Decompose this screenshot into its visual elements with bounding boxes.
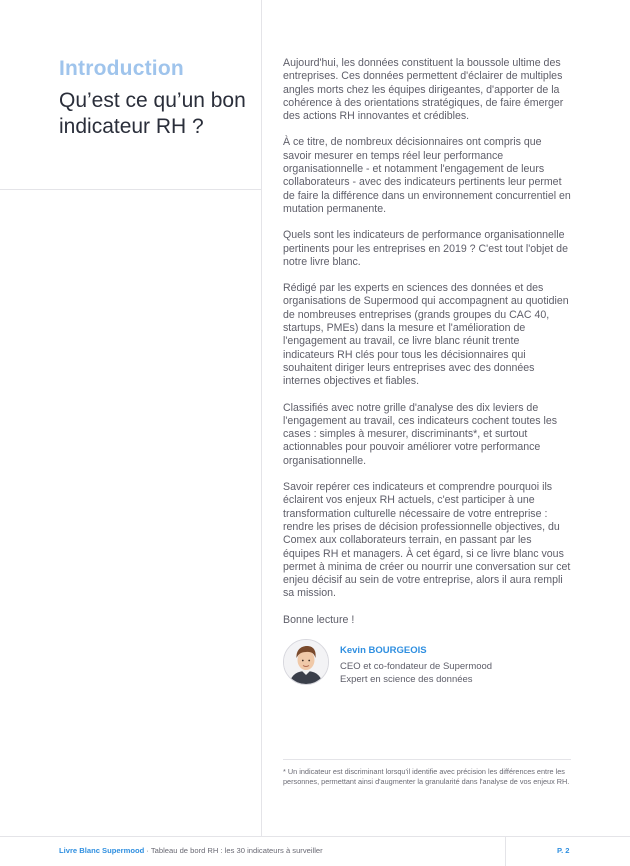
footer-page-divider [505,836,506,866]
author-avatar [283,639,329,685]
author-name: Kevin BOURGEOIS [340,644,427,656]
footer-brand: Livre Blanc Supermood [59,846,145,855]
footnote: * Un indicateur est discriminant lorsqu'il identifie avec précision les différences entre les personnes, permettant ainsi d'augmenter la granularité dans l'analyse de vos enjeux RH. [283,767,570,786]
author-role-line: Expert en science des données [340,673,473,685]
footer-caption [59,846,323,855]
footnote-divider [283,759,571,760]
closing-line: Bonne lecture ! [283,613,355,626]
paragraph: Classifiés avec notre grille d'analyse des dix leviers de l'engagement au travail, ces indicateurs cochent toutes les cases : simples à mesurer, discriminants*, et surtout actionnables pour pouvoir améliorer votre performance organisationnelle. [283,401,558,467]
paragraph: Rédigé par les experts en sciences des données et des organisations de Supermood qui accompagnent au quotidien de nombreuses entreprises (grands groupes du CAC 40, startups, PMEs) dans la mesure et l'amélioration de l'engagement au travail, ce livre blanc réunit trente indicateurs RH clés pour tous les décisionnaires qui souhaitent diriger leurs entreprises avec des données internes objectives et fiables. [283,282,569,388]
left-column-divider [261,0,262,836]
page-number: P. 2 [557,846,570,855]
paragraph: À ce titre, de nombreux décisionnaires ont compris que savoir mesurer en temps réel leur performance organisationnelle - et notamment l'engagement de leurs collaborateurs - avec des indicateurs pertinents leur permet de faire la différence dans un environnement concurrentiel en mutation permanente. [283,136,571,215]
paragraph: Aujourd'hui, les données constituent la boussole ultime des entreprises. Ces données permettent d'éclairer de multiples angles morts chez les équipes dirigeantes, d'apporter de la cohérence à des orientations stratégiques, de faire émerger des actions RH innovantes et crédibles. [283,57,564,123]
paragraph: Quels sont les indicateurs de performance organisationnelle pertinents pour les entreprises en 2019 ? C'est tout l'objet de notre livre blanc. [283,229,568,268]
header-divider [0,189,261,190]
section-kicker: Introduction [59,57,184,80]
page-title: Qu’est ce qu’un bon indicateur RH ? [59,89,246,138]
footer-subtitle: · Tableau de bord RH : les 30 indicateurs à surveiller [144,846,323,855]
author-block [283,639,571,691]
author-role-line: CEO et co-fondateur de Supermood [340,660,493,672]
author-role [340,660,492,686]
paragraph: Savoir repérer ces indicateurs et comprendre pourquoi ils éclairent vos enjeux RH actuels, c'est participer à une transformation culturelle nécessaire de votre entreprise : rendre les prises de décision professionnelle objectives, du Comex aux collaborateurs terrain, en passant par les équipes RH et managers. À cet égard, si ce livre blanc vous permet à minima de créer ou nourrir une conversation sur cet enjeu décisif au sein de votre entreprise, alors il aura rempli sa mission. [283,481,571,600]
footer-divider [0,836,630,837]
intro-body [283,57,571,691]
